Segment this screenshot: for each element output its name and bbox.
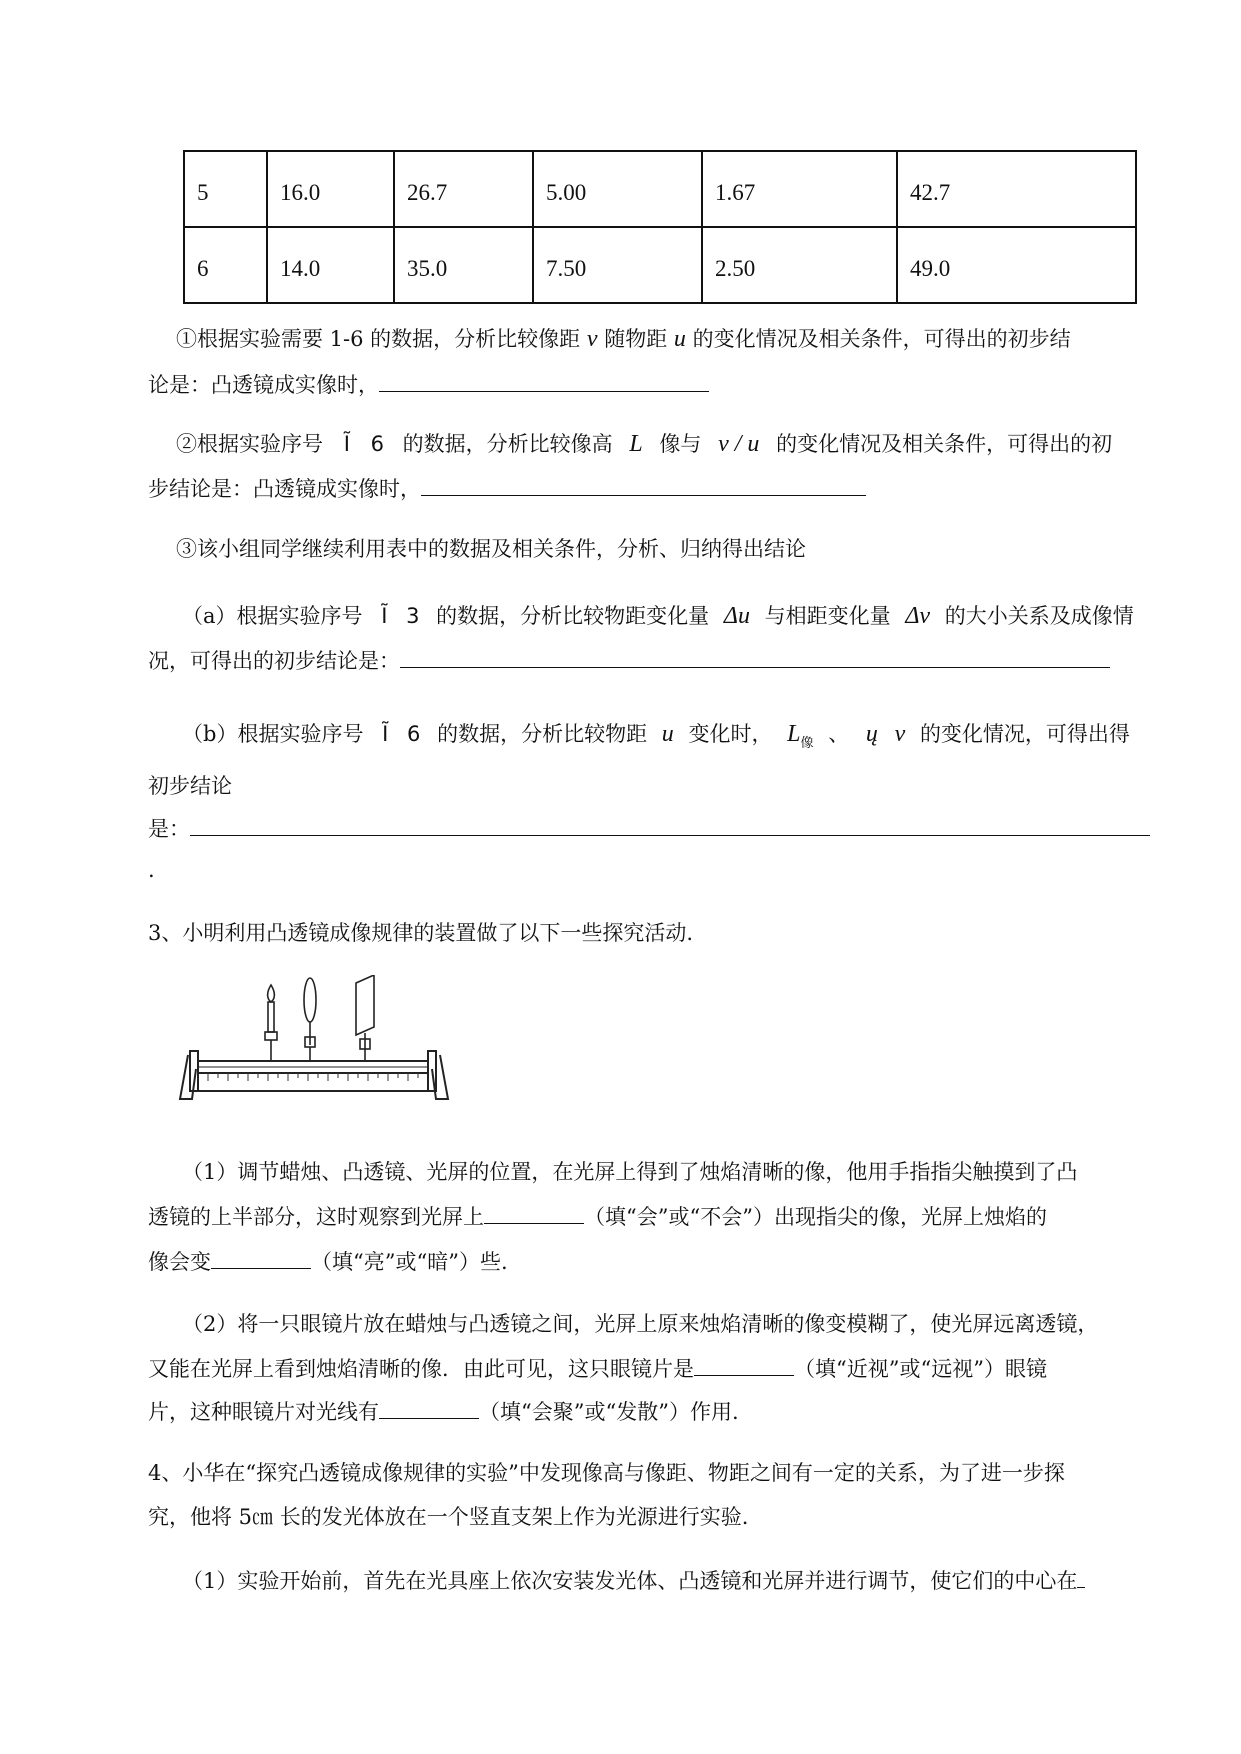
text: 变化时， xyxy=(688,722,773,746)
text: （1）实验开始前，首先在光具座上依次安装发光体、凸透镜和光屏并进行调节，使它们的中心在 xyxy=(182,1569,1078,1593)
math-u: u xyxy=(673,326,686,352)
text: . xyxy=(148,858,155,882)
question-4-part-1 xyxy=(182,1565,1085,1596)
math-delta-u: Δu xyxy=(723,603,750,629)
text: 初步结论 xyxy=(148,774,232,798)
text: 片，这种眼镜片对光线有 xyxy=(148,1400,379,1424)
question-3-part-1 xyxy=(182,1157,1077,1187)
table-cell: 6 xyxy=(184,227,267,303)
text: 是： xyxy=(148,817,190,841)
table-cell: 16.0 xyxy=(267,151,394,227)
scale-ticks xyxy=(208,1073,418,1081)
question-3-part-2-cont2 xyxy=(148,1396,739,1427)
candle xyxy=(265,985,277,1061)
table-row xyxy=(184,227,1136,303)
answer-blank[interactable] xyxy=(190,813,1150,836)
symbol: Ĩ xyxy=(382,722,389,746)
answer-blank[interactable] xyxy=(694,1353,794,1376)
table-cell: 35.0 xyxy=(394,227,533,303)
question-3-part-2-cont xyxy=(148,1353,1047,1384)
table-cell: 14.0 xyxy=(267,227,394,303)
math-L: L xyxy=(787,721,801,747)
text: （填“会”或“不会”）出现指尖的像，光屏上烛焰的 xyxy=(584,1205,1047,1229)
table-row xyxy=(184,151,1136,227)
answer-blank[interactable] xyxy=(421,473,866,496)
text: 究，他将 5㎝ 长的发光体放在一个竖直支架上作为光源进行实验. xyxy=(148,1505,749,1529)
text: 6 xyxy=(407,722,421,746)
data-table xyxy=(183,150,1137,304)
math-v-over-u: v / u xyxy=(718,431,760,457)
question-3-part-2 xyxy=(182,1309,1098,1339)
question-2-part-1 xyxy=(176,324,1071,354)
text: 的数据，分析比较像高 xyxy=(402,432,613,456)
text: ①根据实验需要 1-6 的数据，分析比较像距 xyxy=(176,327,581,351)
right-leg xyxy=(432,1055,448,1099)
text: （填“会聚”或“发散”）作用. xyxy=(479,1400,739,1424)
text: ②根据实验序号 xyxy=(176,432,323,456)
text: （1）调节蜡烛、凸透镜、光屏的位置，在光屏上得到了烛焰清晰的像，他用手指指尖触摸到了凸 xyxy=(182,1160,1078,1184)
text: 的大小关系及成像情 xyxy=(944,604,1134,628)
text: （填“近视”或“远视”）眼镜 xyxy=(794,1357,1047,1381)
text: 论是：凸透镜成实像时， xyxy=(148,373,379,397)
answer-blank[interactable] xyxy=(1077,1565,1085,1588)
question-2-part-1-cont xyxy=(148,369,709,400)
text: 与相距变化量 xyxy=(764,604,891,628)
text: 、 xyxy=(828,722,850,746)
text: 的变化情况及相关条件，可得出的初步结 xyxy=(692,327,1071,351)
math-v: v xyxy=(894,721,906,747)
math-L-image xyxy=(787,721,814,751)
optical-bench-illustration xyxy=(178,975,458,1105)
question-2-part-2 xyxy=(176,429,1112,459)
math-u: u xyxy=(661,721,674,747)
table-cell: 42.7 xyxy=(897,151,1136,227)
symbol: Ĩ xyxy=(381,604,388,628)
text: ③该小组同学继续利用表中的数据及相关条件，分析、归纳得出结论 xyxy=(176,537,806,561)
text: 透镜的上半部分，这时观察到光屏上 xyxy=(148,1205,484,1229)
text: 像与 xyxy=(659,432,702,456)
convex-lens xyxy=(304,978,316,1061)
math-delta-v: Δv xyxy=(905,603,931,629)
table-cell: 26.7 xyxy=(394,151,533,227)
text: 的变化情况，可得出得 xyxy=(919,722,1130,746)
question-2-part-2-cont xyxy=(148,473,866,504)
text: 的数据，分析比较物距 xyxy=(437,722,648,746)
text: 像会变 xyxy=(148,1250,211,1274)
bench-scale xyxy=(198,1073,428,1091)
table-cell: 1.67 xyxy=(702,151,897,227)
light-screen xyxy=(356,975,374,1061)
table-cell: 5.00 xyxy=(533,151,702,227)
answer-blank[interactable] xyxy=(379,1396,479,1419)
math-v: v xyxy=(586,326,598,352)
text: 3、小明利用凸透镜成像规律的装置做了以下一些探究活动. xyxy=(148,921,694,945)
question-3-part-1-cont xyxy=(148,1201,1047,1232)
question-3-title xyxy=(148,918,693,948)
text: 6 xyxy=(370,432,384,456)
answer-blank[interactable] xyxy=(484,1201,584,1224)
subscript: 像 xyxy=(800,736,814,751)
table-cell: 2.50 xyxy=(702,227,897,303)
table-cell: 49.0 xyxy=(897,227,1136,303)
text: 的数据，分析比较物距变化量 xyxy=(436,604,710,628)
symbol: Ĩ xyxy=(343,432,350,456)
question-2-part-b xyxy=(182,719,1130,759)
answer-blank[interactable] xyxy=(379,369,709,392)
text: （2）将一只眼镜片放在蜡烛与凸透镜之间，光屏上原来烛焰清晰的像变模糊了，使光屏远离透镜， xyxy=(182,1312,1099,1336)
question-2-part-a-cont xyxy=(148,645,1110,676)
text: 的变化情况及相关条件，可得出的初 xyxy=(776,432,1113,456)
table-cell: 5 xyxy=(184,151,267,227)
question-4-intro-cont xyxy=(148,1502,748,1532)
text: 步结论是：凸透镜成实像时， xyxy=(148,477,421,501)
answer-blank[interactable] xyxy=(400,645,1110,668)
text: 随物距 xyxy=(604,327,668,351)
text: （b）根据实验序号 xyxy=(182,722,364,746)
text: （a）根据实验序号 xyxy=(182,604,363,628)
period xyxy=(148,855,155,885)
text: （填“亮”或“暗”）些. xyxy=(311,1250,508,1274)
question-3-part-1-cont2 xyxy=(148,1246,508,1277)
text: 又能在光屏上看到烛焰清晰的像．由此可见，这只眼镜片是 xyxy=(148,1357,694,1381)
text: 3 xyxy=(406,604,420,628)
left-leg xyxy=(180,1055,196,1099)
math-L: L xyxy=(629,431,643,457)
answer-blank[interactable] xyxy=(211,1246,311,1269)
question-2-part-3 xyxy=(176,534,806,564)
question-4-intro xyxy=(148,1458,1065,1488)
question-2-part-b-cont xyxy=(148,771,232,801)
math-u: ų xyxy=(865,721,878,747)
text: 况，可得出的初步结论是： xyxy=(148,649,400,673)
text: 4、小华在“探究凸透镜成像规律的实验”中发现像高与像距、物距之间有一定的关系，为了进一步探 xyxy=(148,1461,1065,1485)
question-2-part-a xyxy=(182,601,1134,631)
question-2-part-b-answer xyxy=(148,813,1150,844)
table-cell: 7.50 xyxy=(533,227,702,303)
